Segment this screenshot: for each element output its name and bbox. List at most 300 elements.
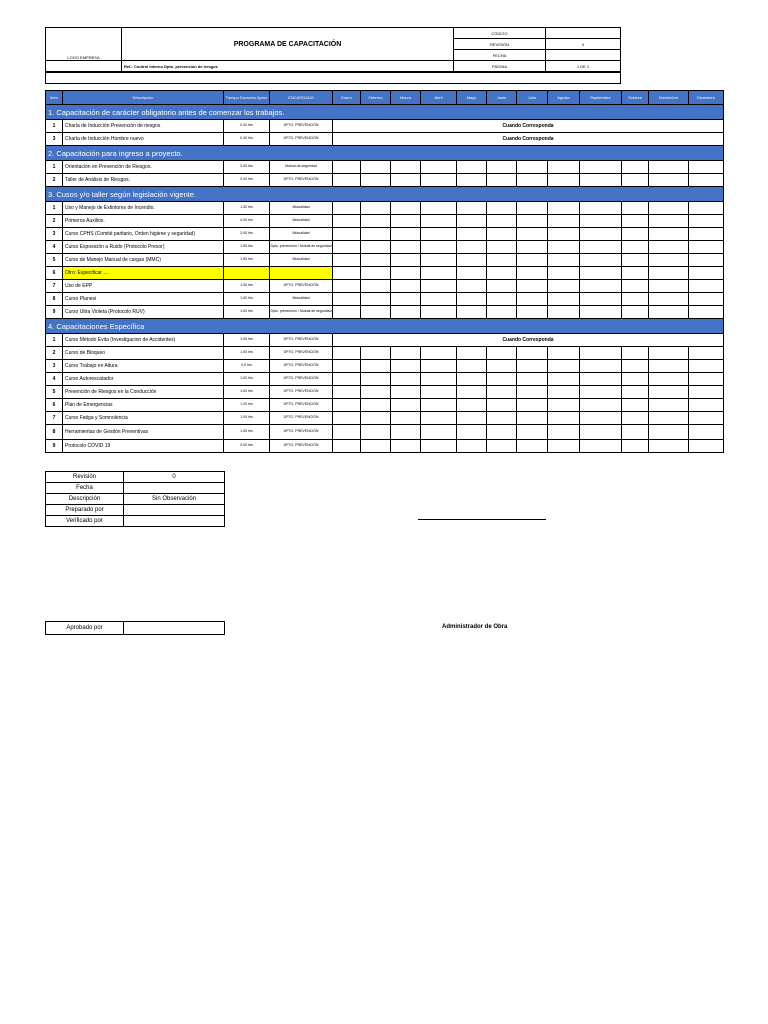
month-cell <box>548 293 580 306</box>
month-cell <box>361 412 391 425</box>
row-number: 1 <box>46 202 63 215</box>
row-responsible: DPTO. PREVENCIÓN <box>270 386 333 399</box>
table-row <box>46 215 724 228</box>
month-cell <box>421 267 457 280</box>
month-cell <box>517 425 548 440</box>
month-cell <box>391 293 421 306</box>
month-cell <box>548 440 580 453</box>
month-cell <box>649 399 689 412</box>
document-reference: Ref.: Control Interno Dpto. prevención de riesgos <box>122 61 454 72</box>
row-number: 6 <box>46 399 63 412</box>
month-cell <box>391 399 421 412</box>
row-description: Prevención de Riesgos en la Conducción <box>63 386 224 399</box>
row-responsible: Mutualidad <box>270 254 333 267</box>
document-title: PROGRAMA DE CAPACITACIÓN <box>122 28 454 61</box>
revision-value: 0 <box>124 472 225 483</box>
month-cell <box>517 360 548 373</box>
table-row <box>46 334 724 347</box>
table-row <box>46 280 724 293</box>
table-row <box>46 360 724 373</box>
month-cell <box>333 360 361 373</box>
month-cell <box>421 280 457 293</box>
month-cell <box>333 161 361 174</box>
month-cell <box>487 373 517 386</box>
month-cell <box>622 293 649 306</box>
row-responsible: DPTO. PREVENCIÓN <box>270 373 333 386</box>
month-cell <box>361 347 391 360</box>
row-description: Primeros Auxilios. <box>63 215 224 228</box>
month-cell <box>421 174 457 187</box>
month-cell <box>580 425 622 440</box>
header-month: Junio <box>487 91 517 105</box>
month-cell <box>421 202 457 215</box>
month-cell <box>689 202 724 215</box>
row-description: Charla de Inducción Prevención de riesgos <box>63 120 224 133</box>
header-month: Septiembre <box>580 91 622 105</box>
month-cell <box>517 347 548 360</box>
month-cell <box>361 241 391 254</box>
row-number: 4 <box>46 241 63 254</box>
header-month: Agosto <box>548 91 580 105</box>
month-cell <box>457 174 487 187</box>
row-duration: 1.00 hrs <box>224 399 270 412</box>
row-duration: 0,5 hrs <box>224 360 270 373</box>
row-duration: 1.00 hrs <box>224 425 270 440</box>
month-cell <box>421 386 457 399</box>
month-cell <box>391 161 421 174</box>
month-cell <box>361 306 391 319</box>
row-schedule-note: Cuando Corresponda <box>333 334 724 347</box>
month-cell <box>622 306 649 319</box>
month-cell <box>649 241 689 254</box>
header-item: Item <box>46 91 63 105</box>
table-row <box>46 241 724 254</box>
month-cell <box>391 412 421 425</box>
month-cell <box>548 412 580 425</box>
revision-row <box>46 483 225 494</box>
row-duration <box>224 267 270 280</box>
month-cell <box>457 241 487 254</box>
month-cell <box>421 347 457 360</box>
revision-row <box>46 472 225 483</box>
month-cell <box>421 215 457 228</box>
month-cell <box>391 373 421 386</box>
row-responsible: DPTO. PREVENCIÓN <box>270 360 333 373</box>
month-cell <box>580 347 622 360</box>
month-cell <box>622 174 649 187</box>
revision-row <box>46 494 225 505</box>
month-cell <box>391 228 421 241</box>
header-field-value: 1 DE 1 <box>546 61 621 72</box>
month-cell <box>421 161 457 174</box>
row-description: Curso Planesi <box>63 293 224 306</box>
section-row <box>46 319 724 334</box>
row-duration: 3.00 hrs <box>224 161 270 174</box>
month-cell <box>487 174 517 187</box>
month-cell <box>580 386 622 399</box>
month-cell <box>421 293 457 306</box>
month-cell <box>689 373 724 386</box>
row-responsible: DPTO. PREVENCIÓN <box>270 120 333 133</box>
month-cell <box>391 386 421 399</box>
revision-row <box>46 505 225 516</box>
row-description: Curso Fatiga y Somnolencia <box>63 412 224 425</box>
month-cell <box>517 306 548 319</box>
month-cell <box>689 386 724 399</box>
month-cell <box>457 293 487 306</box>
header-field-label: PÁGINA <box>454 61 546 72</box>
row-duration: 4.00 hrs <box>224 215 270 228</box>
header-field-value <box>546 50 621 61</box>
month-cell <box>391 440 421 453</box>
revision-value <box>124 516 225 527</box>
month-cell <box>457 360 487 373</box>
month-cell <box>333 280 361 293</box>
month-cell <box>580 174 622 187</box>
month-cell <box>391 280 421 293</box>
row-description: Curso de Bloqueo <box>63 347 224 360</box>
document-header <box>45 27 621 72</box>
header-month: Diciembre <box>689 91 724 105</box>
month-cell <box>580 399 622 412</box>
month-cell <box>361 267 391 280</box>
month-cell <box>517 241 548 254</box>
month-cell <box>622 399 649 412</box>
month-cell <box>391 202 421 215</box>
month-cell <box>622 412 649 425</box>
row-responsible: DPTO. PREVENCIÓN <box>270 133 333 146</box>
month-cell <box>517 174 548 187</box>
month-cell <box>487 254 517 267</box>
month-cell <box>580 373 622 386</box>
month-cell <box>548 306 580 319</box>
month-cell <box>391 425 421 440</box>
month-cell <box>689 306 724 319</box>
month-cell <box>457 280 487 293</box>
month-cell <box>487 306 517 319</box>
table-row <box>46 440 724 453</box>
section-title: 2. Capacitación para ingreso a proyecto. <box>46 146 724 161</box>
signature-line <box>418 519 546 520</box>
row-description: Curso Trabajo en Altura <box>63 360 224 373</box>
section-row <box>46 187 724 202</box>
month-cell <box>689 280 724 293</box>
month-cell <box>649 440 689 453</box>
row-duration: 1.00 hrs <box>224 412 270 425</box>
row-description: Herramientas de Gestión Preventivas <box>63 425 224 440</box>
month-cell <box>622 425 649 440</box>
month-cell <box>649 373 689 386</box>
table-row <box>46 161 724 174</box>
month-cell <box>649 215 689 228</box>
row-number: 3 <box>46 360 63 373</box>
row-responsible: DPTO. PREVENCIÓN <box>270 399 333 412</box>
month-cell <box>457 306 487 319</box>
logo-placeholder <box>46 28 122 61</box>
month-cell <box>548 161 580 174</box>
month-cell <box>333 425 361 440</box>
month-cell <box>361 360 391 373</box>
month-cell <box>548 360 580 373</box>
month-cell <box>487 161 517 174</box>
header-field-label: CÓDIGO <box>454 28 546 39</box>
header-field-label: FECHA <box>454 50 546 61</box>
row-description: Curso Exposición a Ruido (Protocolo Prexor) <box>63 241 224 254</box>
month-cell <box>421 373 457 386</box>
month-cell <box>649 254 689 267</box>
month-cell <box>457 267 487 280</box>
month-cell <box>580 306 622 319</box>
month-cell <box>622 215 649 228</box>
month-cell <box>689 174 724 187</box>
month-cell <box>548 399 580 412</box>
month-cell <box>517 293 548 306</box>
month-cell <box>487 267 517 280</box>
month-cell <box>333 174 361 187</box>
row-number: 7 <box>46 412 63 425</box>
revision-value <box>124 505 225 516</box>
header-month: Marzo <box>391 91 421 105</box>
row-responsible: Dpto. prevención / Mutual de seguridad <box>270 241 333 254</box>
row-number: 6 <box>46 267 63 280</box>
month-cell <box>517 373 548 386</box>
row-description: Curso Autorescatador <box>63 373 224 386</box>
row-duration: 3.00 hrs <box>224 440 270 453</box>
month-cell <box>487 347 517 360</box>
section-row <box>46 146 724 161</box>
month-cell <box>517 399 548 412</box>
month-cell <box>517 412 548 425</box>
revision-label: Descripción <box>46 494 124 505</box>
row-description: Uso y Manejo de Extintores de Incendio. <box>63 202 224 215</box>
revision-table <box>45 471 225 527</box>
revision-label: Verificado por <box>46 516 124 527</box>
row-responsible: DPTO. PREVENCIÓN <box>270 425 333 440</box>
month-cell <box>361 228 391 241</box>
month-cell <box>622 241 649 254</box>
row-number: 4 <box>46 373 63 386</box>
month-cell <box>333 412 361 425</box>
row-number: 1 <box>46 334 63 347</box>
month-cell <box>421 228 457 241</box>
month-cell <box>361 386 391 399</box>
month-cell <box>649 347 689 360</box>
month-cell <box>622 347 649 360</box>
month-cell <box>548 425 580 440</box>
month-cell <box>361 174 391 187</box>
month-cell <box>580 241 622 254</box>
month-cell <box>487 440 517 453</box>
row-description: Plan de Emergencias <box>63 399 224 412</box>
month-cell <box>649 267 689 280</box>
table-row <box>46 293 724 306</box>
month-cell <box>689 161 724 174</box>
month-cell <box>649 386 689 399</box>
month-cell <box>689 215 724 228</box>
month-cell <box>517 267 548 280</box>
month-cell <box>487 228 517 241</box>
table-row <box>46 174 724 187</box>
month-cell <box>548 202 580 215</box>
table-row <box>46 306 724 319</box>
month-cell <box>517 228 548 241</box>
header-duration: Tiempo Duración Aprox <box>224 91 270 105</box>
month-cell <box>457 161 487 174</box>
month-cell <box>622 202 649 215</box>
revision-value <box>124 483 225 494</box>
month-cell <box>361 280 391 293</box>
row-responsible: DPTO. PREVENCIÓN <box>270 347 333 360</box>
header-month: Enero <box>333 91 361 105</box>
month-cell <box>548 241 580 254</box>
header-responsible: ENCARGADO <box>270 91 333 105</box>
month-cell <box>649 293 689 306</box>
month-cell <box>622 373 649 386</box>
month-cell <box>421 440 457 453</box>
row-responsible: Mutualidad <box>270 228 333 241</box>
month-cell <box>548 228 580 241</box>
month-cell <box>580 215 622 228</box>
month-cell <box>457 254 487 267</box>
header-field-value <box>546 28 621 39</box>
month-cell <box>689 399 724 412</box>
row-duration: 1:00 hrs <box>224 386 270 399</box>
row-schedule-note: Cuando Corresponda <box>333 133 724 146</box>
row-number: 5 <box>46 254 63 267</box>
training-schedule-table <box>45 90 724 453</box>
month-cell <box>649 202 689 215</box>
row-duration: 1:00 hrs <box>224 373 270 386</box>
table-row <box>46 386 724 399</box>
month-cell <box>361 215 391 228</box>
row-responsible: DPTO. PREVENCIÓN <box>270 280 333 293</box>
month-cell <box>517 161 548 174</box>
month-cell <box>487 399 517 412</box>
logo-cell-bottom <box>46 61 122 72</box>
month-cell <box>391 267 421 280</box>
month-cell <box>689 440 724 453</box>
section-title: 1. Capacitación de carácter obligatorio antes de comenzar los trabajos. <box>46 105 724 120</box>
month-cell <box>333 440 361 453</box>
month-cell <box>333 347 361 360</box>
month-cell <box>391 347 421 360</box>
month-cell <box>457 412 487 425</box>
row-description: Curso CPHS (Comité paritario, Orden higiene y seguridad) <box>63 228 224 241</box>
month-cell <box>421 254 457 267</box>
row-responsible: DPTO. PREVENCIÓN <box>270 174 333 187</box>
row-responsible: Mutualidad <box>270 215 333 228</box>
month-cell <box>622 360 649 373</box>
row-schedule-note: Cuando Corresponda <box>333 120 724 133</box>
month-cell <box>457 347 487 360</box>
month-cell <box>548 254 580 267</box>
month-cell <box>421 241 457 254</box>
month-cell <box>622 228 649 241</box>
header-month: Febrero <box>361 91 391 105</box>
row-description: Protocolo COVID 19 <box>63 440 224 453</box>
row-responsible: Mutualidad <box>270 293 333 306</box>
month-cell <box>457 373 487 386</box>
row-description: Uso de EPP <box>63 280 224 293</box>
month-cell <box>548 280 580 293</box>
row-responsible: Dpto. prevención / Mutual de seguridad <box>270 306 333 319</box>
month-cell <box>649 174 689 187</box>
row-description: Curso Ultra Violeta (Protocolo RUV) <box>63 306 224 319</box>
month-cell <box>333 254 361 267</box>
month-cell <box>421 360 457 373</box>
month-cell <box>487 202 517 215</box>
table-row <box>46 399 724 412</box>
row-responsible <box>270 267 333 280</box>
row-duration: 1:30 hrs <box>224 293 270 306</box>
header-month: Abril <box>421 91 457 105</box>
month-cell <box>333 373 361 386</box>
table-row <box>46 347 724 360</box>
month-cell <box>487 386 517 399</box>
month-cell <box>391 254 421 267</box>
table-row <box>46 120 724 133</box>
month-cell <box>517 280 548 293</box>
month-cell <box>548 347 580 360</box>
section-title: 4. Capacitaciones Específica <box>46 319 724 334</box>
month-cell <box>649 306 689 319</box>
row-duration: 1:00 hrs <box>224 306 270 319</box>
month-cell <box>487 280 517 293</box>
row-number: 9 <box>46 306 63 319</box>
revision-row <box>46 516 225 527</box>
month-cell <box>361 161 391 174</box>
month-cell <box>517 440 548 453</box>
logo-text: LOGO EMPRESA <box>67 55 100 60</box>
month-cell <box>649 161 689 174</box>
header-month: Julio <box>517 91 548 105</box>
approval-value <box>124 622 225 635</box>
row-number: 5 <box>46 386 63 399</box>
month-cell <box>487 241 517 254</box>
month-cell <box>457 440 487 453</box>
month-cell <box>333 267 361 280</box>
month-cell <box>487 425 517 440</box>
month-cell <box>580 280 622 293</box>
month-cell <box>457 228 487 241</box>
row-duration: 1:30 hrs <box>224 280 270 293</box>
month-cell <box>580 293 622 306</box>
approval-label: Aprobado por <box>46 622 124 635</box>
header-blank-row <box>45 72 621 84</box>
revision-label: Preparado por <box>46 505 124 516</box>
row-description: Otro: Especificar .... <box>63 267 224 280</box>
month-cell <box>649 228 689 241</box>
row-duration: 0.40 hrs <box>224 133 270 146</box>
month-cell <box>548 373 580 386</box>
month-cell <box>548 267 580 280</box>
month-cell <box>391 360 421 373</box>
month-cell <box>487 412 517 425</box>
month-cell <box>487 360 517 373</box>
month-cell <box>333 202 361 215</box>
section-title: 3. Cusos y/o taller según legislación vigente. <box>46 187 724 202</box>
month-cell <box>622 161 649 174</box>
month-cell <box>391 215 421 228</box>
row-responsible: DPTO. PREVENCIÓN <box>270 440 333 453</box>
month-cell <box>333 215 361 228</box>
header-month: Noviembre <box>649 91 689 105</box>
row-duration: 1:00 hrs <box>224 334 270 347</box>
row-responsible: DPTO. PREVENCIÓN <box>270 334 333 347</box>
row-number: 9 <box>46 440 63 453</box>
row-responsible: Mutual de seguridad <box>270 161 333 174</box>
header-description: Descripción <box>63 91 224 105</box>
